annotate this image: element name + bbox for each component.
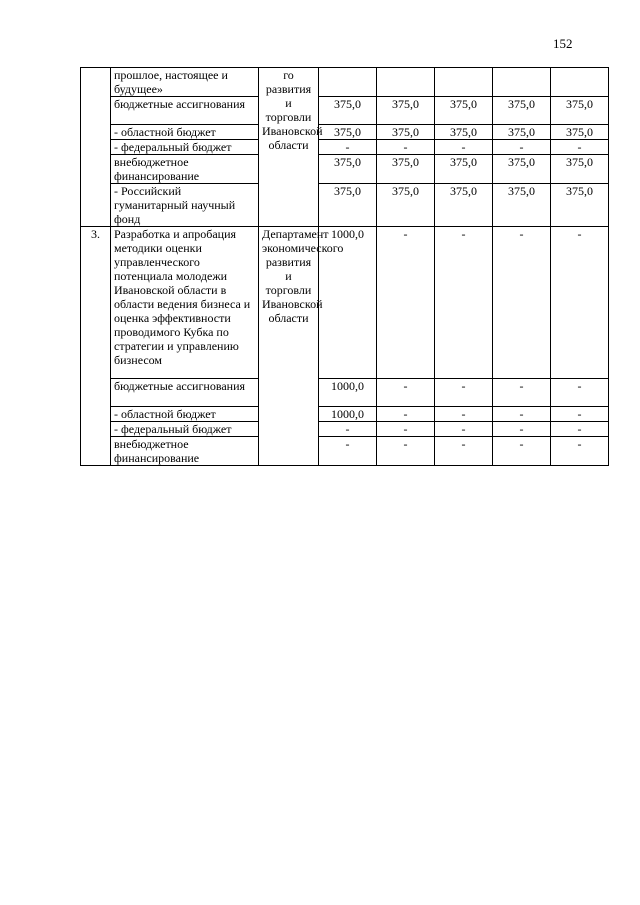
row-number-cell: 3. [81, 227, 111, 466]
value-cell: - [551, 140, 609, 155]
value-cell: 375,0 [551, 97, 609, 125]
table-row [81, 68, 609, 97]
value-cell: 375,0 [377, 97, 435, 125]
value-cell: - [493, 422, 551, 437]
value-cell: 375,0 [551, 184, 609, 227]
table-row [81, 379, 609, 407]
value-cell: 375,0 [319, 125, 377, 140]
value-cell: 1000,0 [319, 379, 377, 407]
value-cell: 375,0 [435, 184, 493, 227]
value-cell: - [319, 437, 377, 466]
value-cell [435, 68, 493, 97]
value-cell: 375,0 [435, 97, 493, 125]
table-row [81, 437, 609, 466]
description-cell: бюджетные ассигнования [111, 379, 259, 407]
value-cell: - [493, 140, 551, 155]
description-cell: - Российский гуманитарный научный фонд [111, 184, 259, 227]
value-cell: - [551, 422, 609, 437]
value-cell: 375,0 [435, 155, 493, 184]
value-cell: 1000,0 [319, 407, 377, 422]
table-row [81, 125, 609, 140]
description-cell: внебюджетное финансирование [111, 155, 259, 184]
table-row [81, 227, 609, 379]
table-row [81, 97, 609, 125]
value-cell [319, 68, 377, 97]
value-cell: - [377, 437, 435, 466]
description-cell: бюджетные ассигнования [111, 97, 259, 125]
value-cell: 375,0 [493, 97, 551, 125]
value-cell: - [435, 379, 493, 407]
value-cell: - [377, 422, 435, 437]
value-cell: 375,0 [435, 125, 493, 140]
table-row [81, 140, 609, 155]
description-cell: прошлое, настоящее и будущее» [111, 68, 259, 97]
table-row [81, 184, 609, 227]
description-cell: - федеральный бюджет [111, 422, 259, 437]
row-number-cell [81, 68, 111, 227]
value-cell: 375,0 [377, 125, 435, 140]
value-cell: 375,0 [377, 155, 435, 184]
description-cell: - областной бюджет [111, 125, 259, 140]
value-cell: - [435, 422, 493, 437]
value-cell: - [551, 407, 609, 422]
table-row [81, 422, 609, 437]
value-cell: - [435, 407, 493, 422]
responsible-cell: го развития и торговли Ивановской области [259, 68, 319, 227]
value-cell: - [493, 227, 551, 379]
value-cell: - [319, 422, 377, 437]
value-cell: - [435, 437, 493, 466]
value-cell: - [377, 227, 435, 379]
value-cell: - [435, 140, 493, 155]
page-number: 152 [553, 36, 573, 51]
value-cell: - [493, 379, 551, 407]
value-cell: - [319, 140, 377, 155]
value-cell: - [377, 407, 435, 422]
budget-table [80, 67, 609, 466]
value-cell [551, 68, 609, 97]
description-cell: - областной бюджет [111, 407, 259, 422]
value-cell [377, 68, 435, 97]
value-cell: 1000,0 [319, 227, 377, 379]
value-cell: 375,0 [551, 125, 609, 140]
description-cell: Разработка и апробация методики оценки управленческого потенциала молодежи Ивановской области в области ведения бизнеса и оценка эффективности проводимого Кубка по стратегии и управлению бизнесом [111, 227, 259, 379]
value-cell: 375,0 [319, 155, 377, 184]
value-cell: 375,0 [493, 125, 551, 140]
value-cell: 375,0 [319, 184, 377, 227]
value-cell: 375,0 [319, 97, 377, 125]
table-row [81, 155, 609, 184]
value-cell: - [551, 437, 609, 466]
responsible-cell: Департамент экономического развития и торговли Ивановской области [259, 227, 319, 466]
value-cell: 375,0 [377, 184, 435, 227]
description-cell: - федеральный бюджет [111, 140, 259, 155]
value-cell: - [377, 379, 435, 407]
value-cell: 375,0 [493, 155, 551, 184]
value-cell [493, 68, 551, 97]
value-cell: 375,0 [493, 184, 551, 227]
value-cell: - [435, 227, 493, 379]
value-cell: - [551, 227, 609, 379]
value-cell: 375,0 [551, 155, 609, 184]
table-row [81, 407, 609, 422]
value-cell: - [493, 437, 551, 466]
value-cell: - [493, 407, 551, 422]
value-cell: - [551, 379, 609, 407]
value-cell: - [377, 140, 435, 155]
description-cell: внебюджетное финансирование [111, 437, 259, 466]
